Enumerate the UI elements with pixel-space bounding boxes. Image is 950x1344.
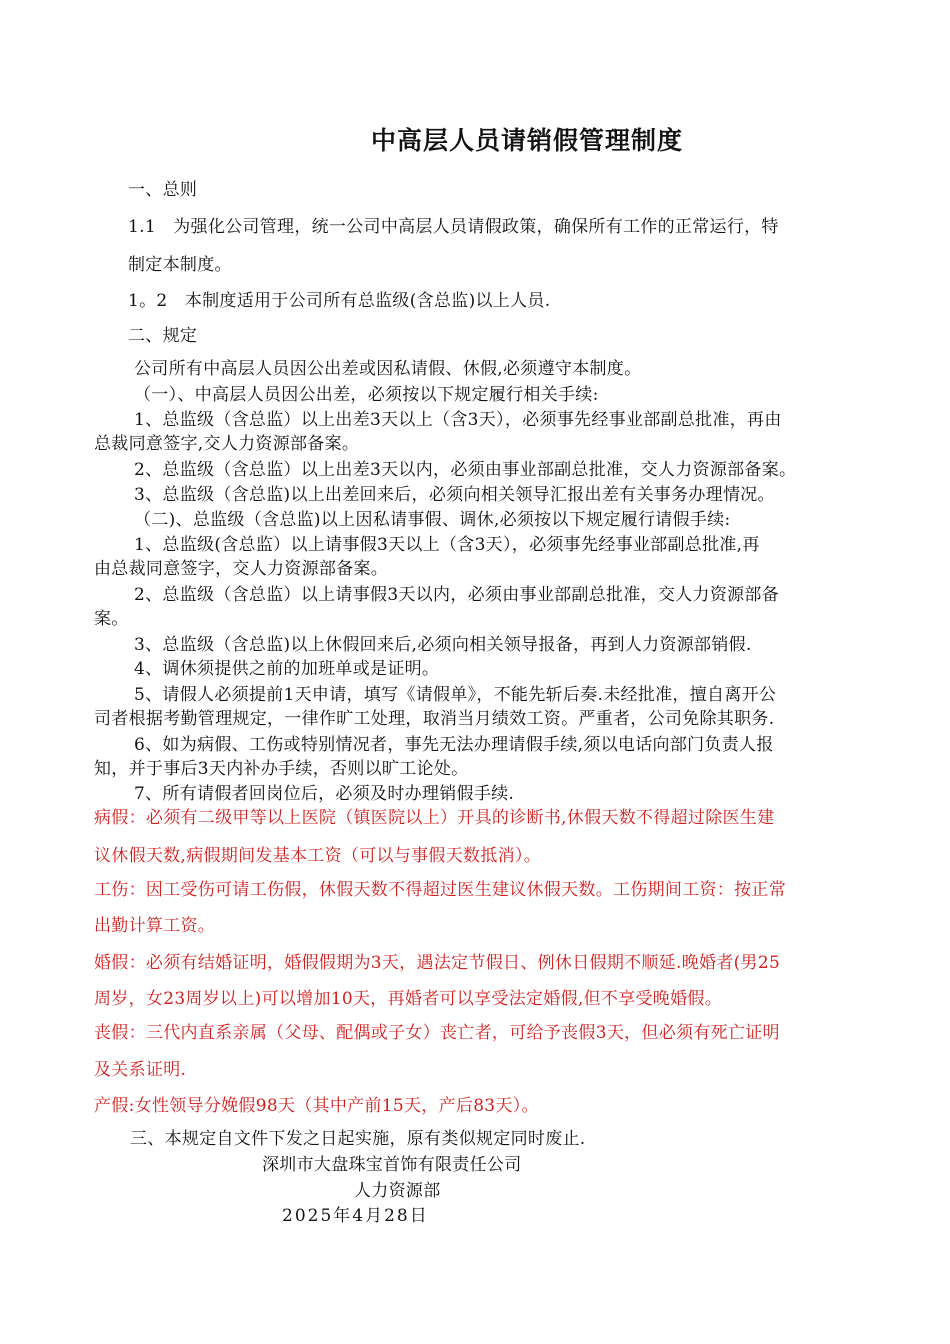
trip-rule-2: 2、总监级（含总监）以上出差3天以内，必须由事业部副总批准，交人力资源部备案。 (134, 460, 797, 480)
maternity-leave: 产假:女性领导分娩假98天（其中产前15天，产后83天）。 (94, 1096, 539, 1116)
funeral-leave-line-1: 丧假：三代内直系亲属（父母、配偶或子女）丧亡者，可给予丧假3天，但必须有死亡证明 (94, 1023, 780, 1043)
injury-leave-line-2: 出勤计算工资。 (94, 916, 216, 936)
leave-rule-2-line-1: 2、总监级（含总监）以上请事假3天以内，必须由事业部副总批准，交人力资源部备 (134, 585, 780, 605)
company-name: 深圳市大盘珠宝首饰有限责任公司 (262, 1155, 522, 1175)
department-name: 人力资源部 (354, 1181, 441, 1201)
paragraph-1-1-line-2: 制定本制度。 (128, 255, 232, 275)
leave-rule-6-line-1: 6、如为病假、工伤或特别情况者，事先无法办理请假手续,须以电话向部门负责人报 (134, 735, 774, 755)
marriage-leave-line-2: 周岁，女23周岁以上)可以增加10天，再婚者可以享受法定婚假,但不享受晚婚假。 (94, 989, 722, 1009)
leave-rule-3: 3、总监级（含总监)以上休假回来后,必须向相关领导报备，再到人力资源部销假. (134, 635, 752, 655)
section-heading-general: 一、总则 (128, 180, 198, 200)
paragraph-1-2: 1。2 本制度适用于公司所有总监级(含总监)以上人员. (128, 291, 551, 311)
paragraph-1-1-line-1: 1.1 为强化公司管理，统一公司中高层人员请假政策，确保所有工作的正常运行，特 (128, 217, 779, 237)
sick-leave-line-1: 病假：必须有二级甲等以上医院（镇医院以上）开具的诊断书,休假天数不得超过除医生建 (94, 808, 775, 828)
leave-rule-1-line-2: 由总裁同意签字，交人力资源部备案。 (94, 559, 389, 579)
leave-rule-7: 7、所有请假者回岗位后，必须及时办理销假手续. (134, 784, 515, 804)
document-title: 中高层人员请销假管理制度 (370, 126, 683, 155)
leave-rule-1-line-1: 1、总监级(含总监）以上请事假3天以上（含3天），必须事先经事业部副总批准,再 (134, 535, 760, 555)
trip-rule-1-line-1: 1、总监级（含总监）以上出差3天以上（含3天），必须事先经事业部副总批准，再由 (134, 410, 782, 430)
marriage-leave-line-1: 婚假：必须有结婚证明，婚假假期为3天，遇法定节假日、例休日假期不顺延.晚婚者(男25 (94, 953, 781, 973)
funeral-leave-line-2: 及关系证明. (94, 1060, 187, 1080)
leave-rule-6-line-2: 知，并于事后3天内补办手续，否则以旷工论处。 (94, 759, 469, 779)
trip-rule-3: 3、总监级（含总监)以上出差回来后，必须向相关领导汇报出差有关事务办理情况。 (134, 485, 775, 505)
leave-rule-4: 4、调休须提供之前的加班单或是证明。 (134, 659, 440, 679)
injury-leave-line-1: 工伤：因工受伤可请工伤假，休假天数不得超过医生建议休假天数。工伤期间工资：按正常 (94, 880, 786, 900)
subsection-business-trip: （一）、中高层人员因公出差，必须按以下规定履行相关手续: (134, 385, 599, 405)
leave-rule-2-line-2: 案。 (94, 609, 129, 629)
section-heading-rules: 二、规定 (128, 326, 198, 346)
issue-date: 2025年4月28日 (282, 1206, 429, 1226)
rules-intro: 公司所有中高层人员因公出差或因私请假、休假,必须遵守本制度。 (134, 359, 642, 379)
subsection-personal-leave: （二)、总监级（含总监)以上因私请事假、调休,必须按以下规定履行请假手续: (134, 510, 731, 530)
leave-rule-5-line-2: 司者根据考勤管理规定，一律作旷工处理，取消当月绩效工资。严重者，公司免除其职务. (94, 709, 775, 729)
sick-leave-line-2: 议休假天数,病假期间发基本工资（可以与事假天数抵消）。 (94, 846, 542, 866)
section-effective-date: 三、本规定自文件下发之日起实施，原有类似规定同时废止. (130, 1129, 586, 1149)
leave-rule-5-line-1: 5、请假人必须提前1天申请，填写《请假单》，不能先斩后奏.未经批准，擅自离开公 (134, 685, 777, 705)
trip-rule-1-line-2: 总裁同意签字,交人力资源部备案。 (94, 434, 360, 454)
